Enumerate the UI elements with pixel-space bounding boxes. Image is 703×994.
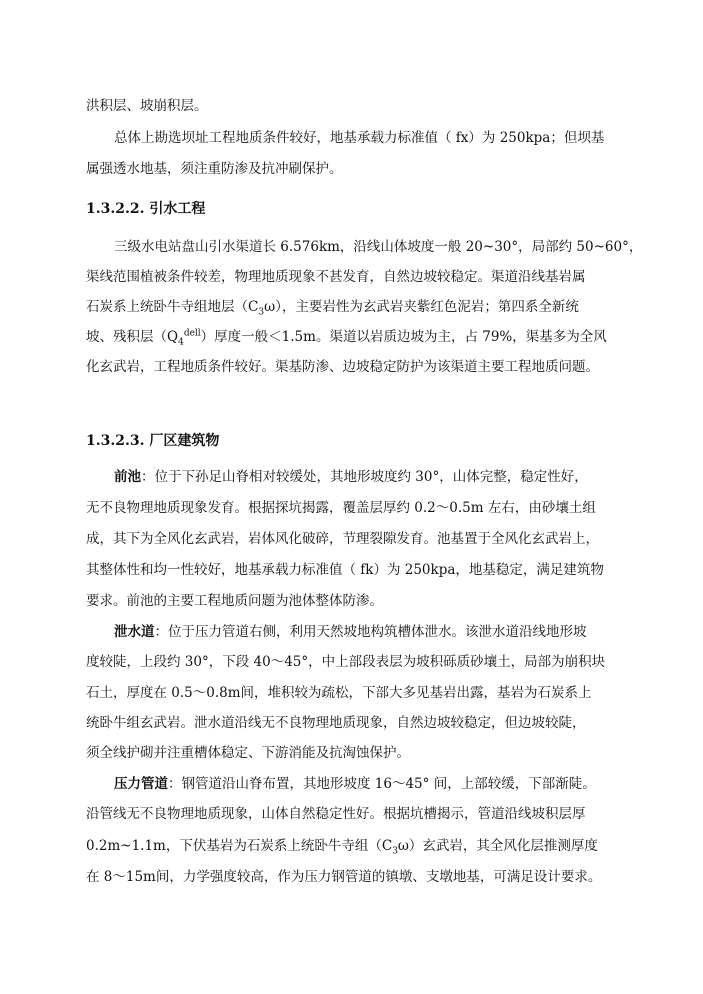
text-run: ：位于压力管道右侧，利用天然坡地构筑槽体泄水。该泄水道沿线地形坡 — [154, 624, 587, 640]
paragraph-line: 其整体性和均一性较好，地基承载力标准值（ fk）为 250kpa，地基稳定，满足建筑物 — [86, 562, 604, 578]
subscript: 3 — [258, 307, 265, 318]
paragraph-line: 度较陡，上段约 30°，下段 40～45°，中上部段表层为坡积砾质砂壤土，局部为崩积块 — [86, 654, 606, 670]
paragraph-line: 渠线范围植被条件较差，物理地质现象不甚发育，自然边坡较稳定。渠道沿线基岩属 — [86, 269, 586, 285]
subscript: 3 — [392, 846, 398, 857]
paragraph-line: 成，其下为全风化玄武岩，岩体风化破碎，节理裂隙发育。池基置于全风化玄武岩上， — [86, 531, 599, 547]
paragraph-line — [114, 623, 587, 641]
text-run: 0.2m~1.1m，下伏基岩为石炭系上统卧牛寺组（C — [86, 838, 393, 854]
subscript: 4 — [178, 337, 184, 348]
term-label-forebay: 前池 — [114, 469, 141, 485]
term-label-spillway: 泄水道 — [114, 624, 155, 640]
paragraph-line: 总体上勘选坝址工程地质条件较好，地基承载力标准值（ fx）为 250kpa；但坝基 — [114, 130, 605, 146]
paragraph-line: 三级水电站盘山引水渠道长 6.576km，沿线山体坡度一般 20~30°，局部约 50~60°， — [114, 239, 643, 255]
paragraph-line: 在 8～15m间，力学强度较高，作为压力钢管道的镇墩、支墩地基，可满足设计要求。 — [86, 869, 602, 885]
paragraph-line: 沿管线无不良物理地质现象，山体自然稳定性好。根据坑槽揭示，管道沿线坡积层厚 — [86, 806, 586, 822]
paragraph-line: 统卧牛组玄武岩。泄水道沿线无不良物理地质现象，自然边坡较稳定，但边坡较陡， — [86, 715, 586, 731]
paragraph-line — [86, 837, 598, 855]
text-run: ω）玄武岩，其全风化层推测厚度 — [397, 838, 598, 854]
text-run: 石炭系上统卧牛寺组地层（C — [86, 299, 259, 315]
text-run: ：钢管道沿山脊布置，其地形坡度 16～45° 间，上部较缓，下部渐陡。 — [168, 776, 596, 792]
term-label-penstock: 压力管道 — [114, 776, 168, 792]
paragraph-line: 无不良物理地质现象发育。根据探坑揭露，覆盖层厚约 0.2～0.5m 左右，由砂壤土组 — [86, 500, 596, 516]
paragraph-line — [86, 298, 579, 316]
text-run: 坡、残积层（Q — [86, 329, 179, 345]
text-run: ω），主要岩性为玄武岩夹紫红色泥岩；第四系全新统 — [264, 299, 579, 315]
section-heading-plant: 1.3.2.3. 厂区建筑物 — [86, 433, 220, 449]
paragraph-line: 洪积层、坡崩积层。 — [86, 98, 208, 114]
text-run: ）厚度一般＜1.5m。渠道以岩质边坡为主，占 79%，渠基多为全风 — [200, 329, 607, 345]
paragraph-line — [114, 775, 596, 793]
section-heading-diversion: 1.3.2.2. 引水工程 — [86, 201, 206, 217]
paragraph-line — [86, 328, 607, 346]
paragraph-line: 属强透水地基，须注重防渗及抗冲刷保护。 — [86, 161, 343, 177]
text-run: ：位于下孙足山脊相对较缓处，其地形坡度约 30°，山体完整，稳定性好， — [141, 469, 588, 485]
paragraph-line: 石土，厚度在 0.5～0.8m间，堆积较为疏松，下部大多见基岩出露，基岩为石炭系上 — [86, 685, 592, 701]
paragraph-line: 须全线护砌并注重槽体稳定、下游消能及抗淘蚀保护。 — [86, 745, 410, 761]
paragraph-line: 要求。前池的主要工程地质问题为池体整体防渗。 — [86, 593, 383, 609]
paragraph-line: 化玄武岩，工程地质条件较好。渠基防渗、边坡稳定防护为该渠道主要工程地质问题。 — [86, 359, 599, 375]
paragraph-line — [114, 468, 588, 486]
superscript: dell — [183, 328, 201, 339]
